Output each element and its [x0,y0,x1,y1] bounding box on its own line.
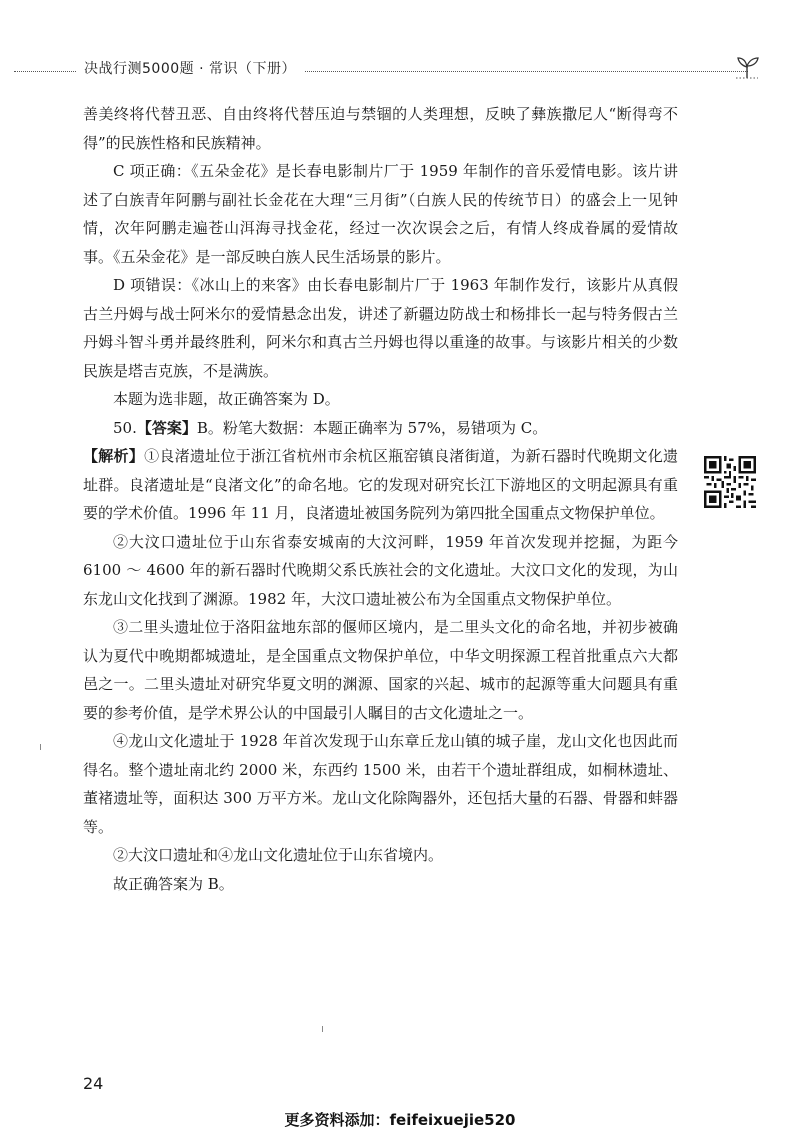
analysis-paragraph [83,442,678,528]
running-header [0,54,800,84]
analysis-tag: 【解析】 [83,447,145,465]
scan-mark [40,744,41,750]
paragraph-option-d: D 项错误：《冰山上的来客》由长春电影制片厂于 1963 年制作发行，该影片从真假古兰丹姆与战士阿米尔的爱情悬念出发，讲述了新疆边防战士和杨排长一起与特务假古兰丹姆斗智斗勇并最终胜利，阿米尔和真古兰丹姆也得以重逢的故事。与该影片相关的少数民族是塔吉克族，不是满族。 [83,276,678,380]
page-body [83,100,678,898]
paragraph-1: 善美终将代替丑恶、自由终将代替压迫与禁锢的人类理想，反映了彝族撒尼人“断得弯不得”的民族性格和民族精神。 [83,105,678,152]
final-answer: 故正确答案为 B。 [113,874,234,893]
analysis-text: ①良渚遗址位于浙江省杭州市余杭区瓶窑镇良渚街道，为新石器时代晚期文化遗址群。良渚遗址是“良渚文化”的命名地。它的发现对研究长江下游地区的文明起源具有重要的学术价值。1996 年 11 月，良渚遗址被国务院列为第四批全国重点文物保护单位。 [83,447,678,522]
paragraph-option-c: C 项正确：《五朵金花》是长春电影制片厂于 1959 年制作的音乐爱情电影。该片讲述了白族青年阿鹏与副社长金花在大理“三月街”（白族人民的传统节日）的盛会上一见钟情，次年阿鹏走遍苍山洱海寻找金花，经过一次次误会之后，有情人终成眷属的爱情故事。《五朵金花》是一部反映白族人民生活场景的影片。 [83,162,678,266]
answer-text: B。粉笔大数据：本题正确率为 57%，易错项为 C。 [196,418,548,437]
analysis-paragraph-2: ②大汶口遗址位于山东省泰安城南的大汶河畔，1959 年首次发现并挖掘，为距今 6100 ～ 4600 年的新石器时代晚期父系氏族社会的文化遗址。大汶口文化的发现，为山东龙山文化找到了渊源。1982 年，大汶口遗址被公布为全国重点文物保护单位。 [83,532,678,608]
answer-line [83,414,678,443]
question-number: 50. [113,418,137,437]
page-number: 24 [83,1074,104,1093]
analysis-summary: ②大汶口遗址和④龙山文化遗址位于山东省境内。 [113,846,444,864]
paragraph-conclusion: 本题为选非题，故正确答案为 D。 [113,390,340,408]
book-title: 决战行测5000题 · 常识（下册） [76,58,304,78]
sprout-icon [734,54,760,80]
answer-tag: 【答案】 [136,418,197,437]
footer-note: 更多资料添加：feifeixuejie520 [284,1111,516,1129]
analysis-paragraph-3: ③二里头遗址位于洛阳盆地东部的偃师区境内，是二里头文化的命名地，并初步被确认为夏代中晚期都城遗址，是全国重点文物保护单位，中华文明探源工程首批重点六大都邑之一。二里头遗址对研究华夏文明的渊源、国家的兴起、城市的起源等重大问题具有重要的参考价值，是学术界公认的中国最引人瞩目的古文化遗址之一。 [83,618,678,722]
analysis-paragraph-4: ④龙山文化遗址于 1928 年首次发现于山东章丘龙山镇的城子崖，龙山文化也因此而得名。整个遗址南北约 2000 米，东西约 1500 米，由若干个遗址群组成，如桐林遗址、董褚遗址等，面积达 300 万平方米。龙山文化除陶器外，还包括大量的石器、骨器和蚌器等。 [83,732,678,836]
qr-code-icon[interactable] [704,456,756,508]
scan-mark [322,1026,323,1032]
